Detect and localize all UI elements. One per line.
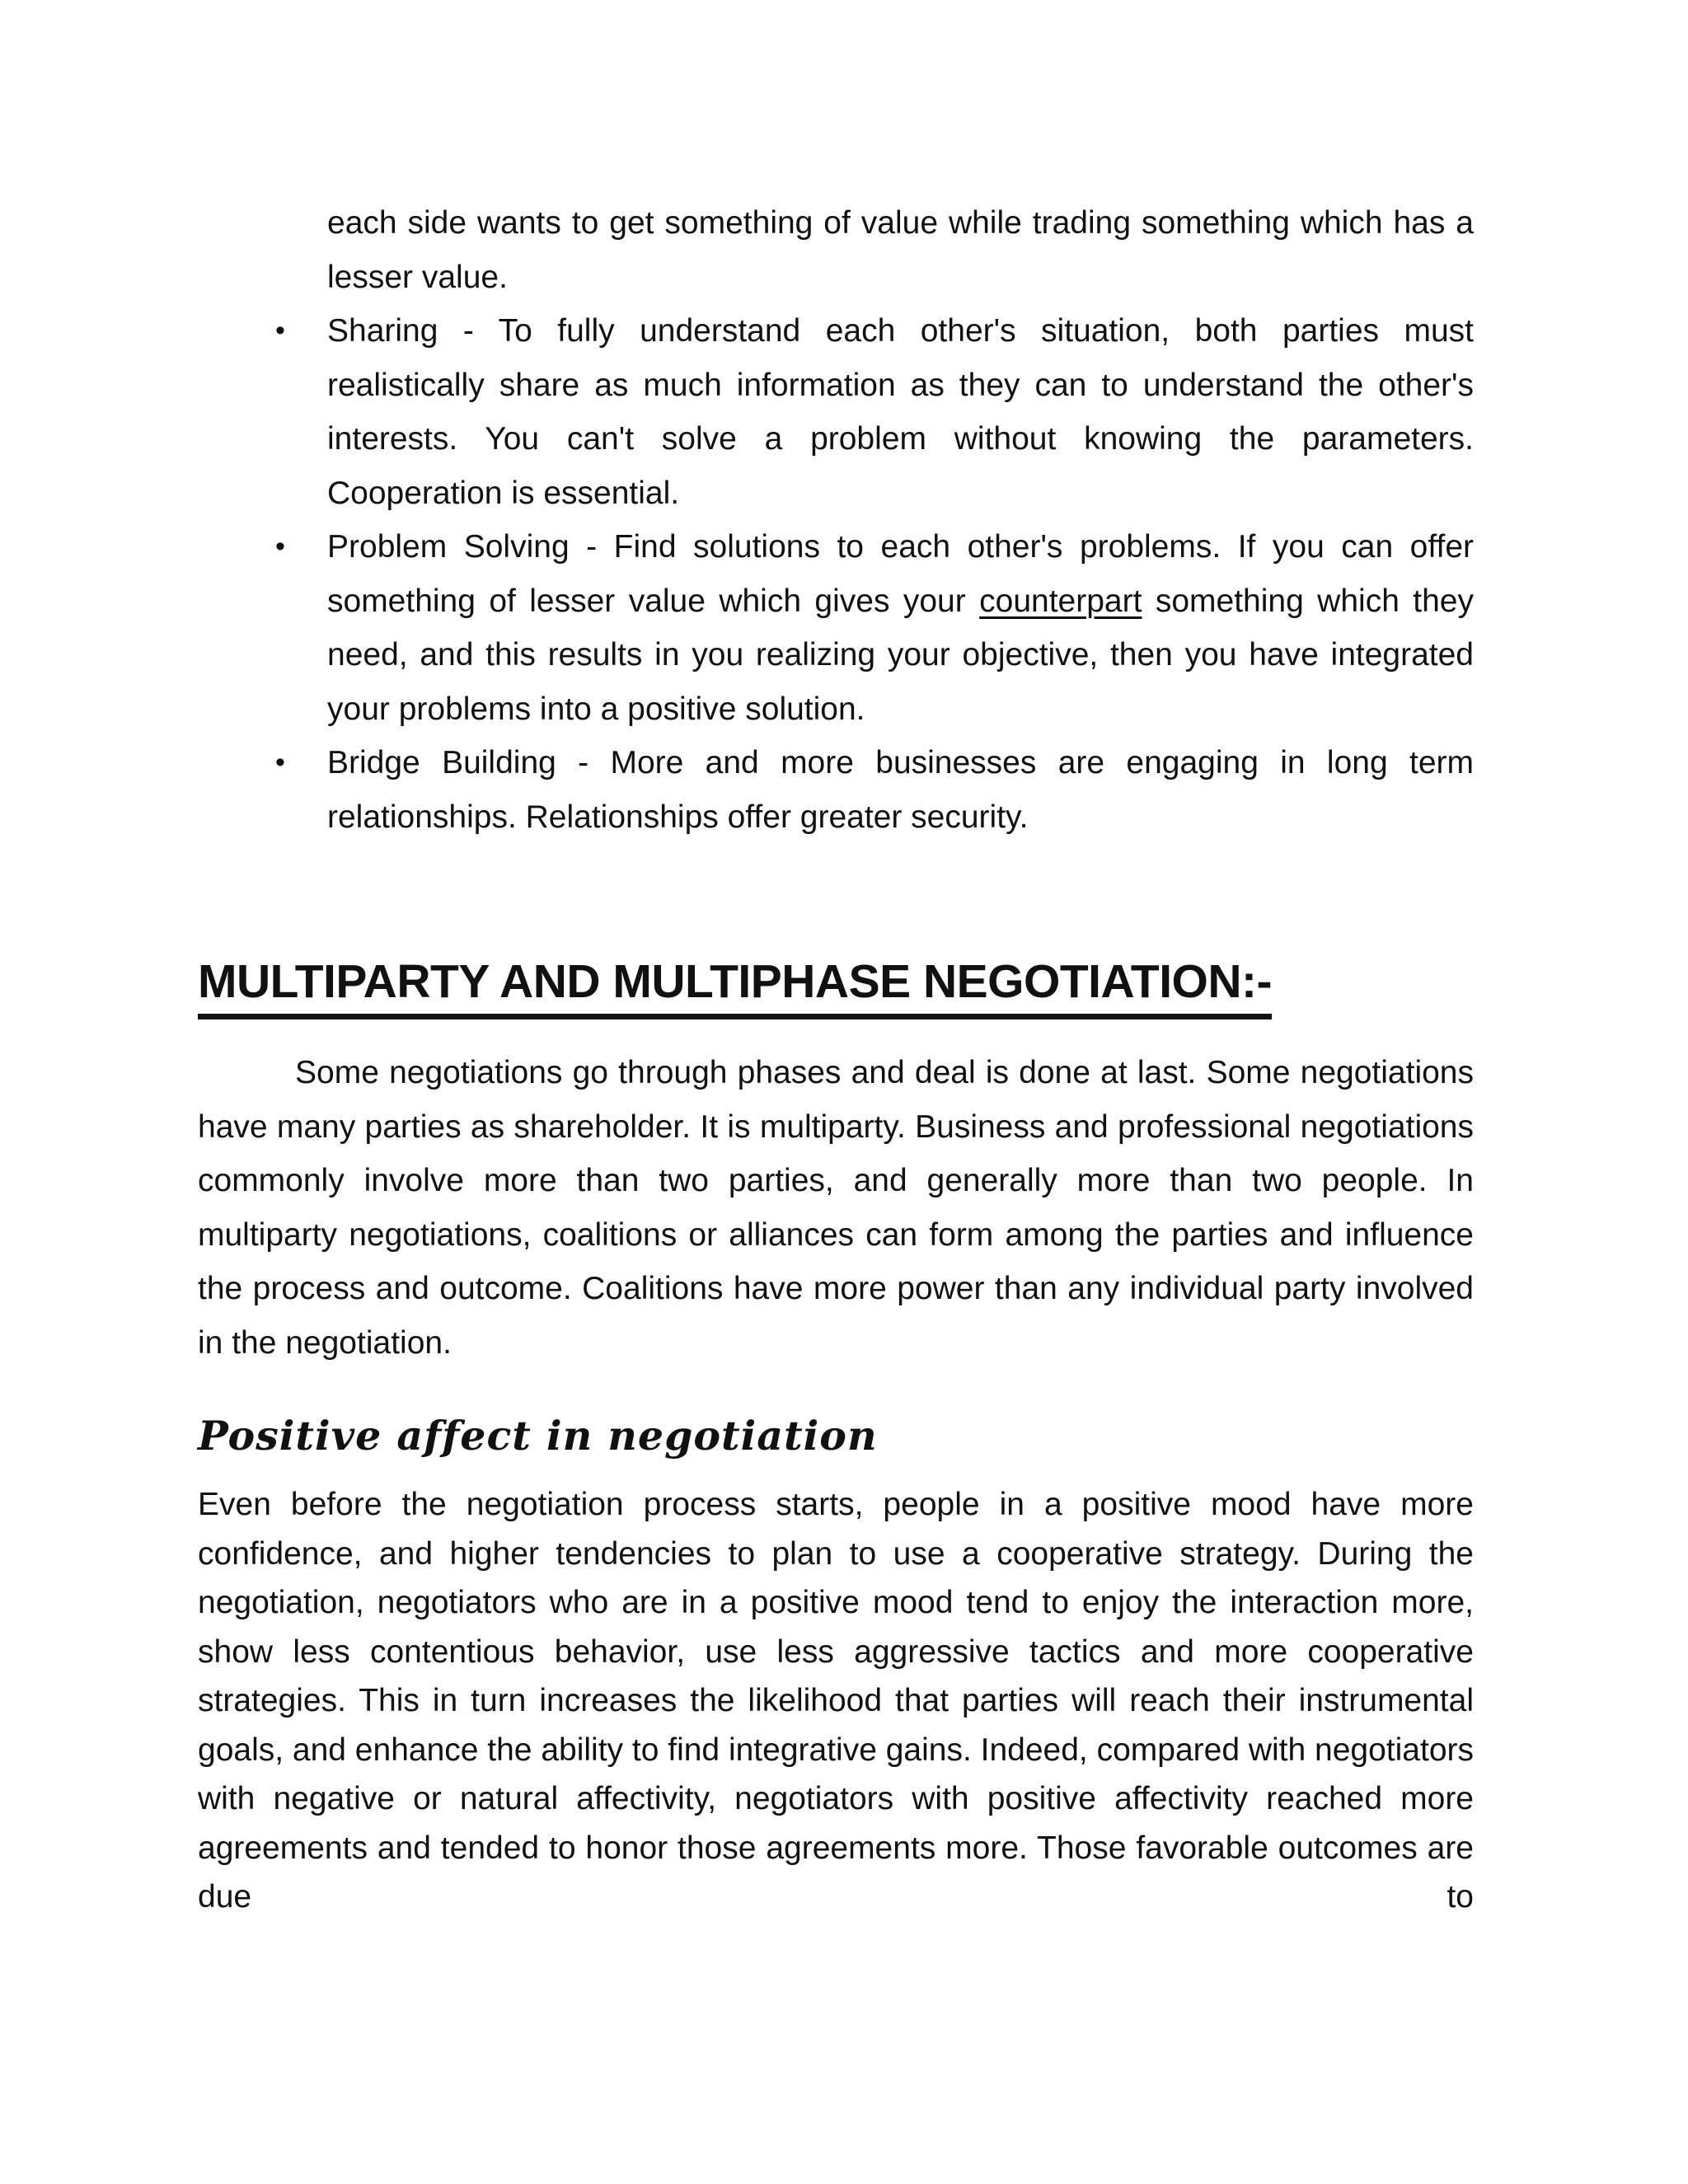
multiparty-paragraph: Some negotiations go through phases and deal is done at last. Some negotiations have many parties as shareholder. It is multiparty. Business and professional negotiations commonly involve more than two parties, and generally more than two people. In multiparty negotiations, coalitions or alliances can form among the parties and influence the process and outcome. Coalitions have more power than any individual party involved in the negotiation.	[198, 1055, 1474, 1361]
page-content	[198, 196, 1474, 1922]
bullet-dot-icon: •	[275, 747, 285, 778]
problem-solving-text-after: something which they need, and this results in you realizing your objective, then you have integrated your problems into a positive solution.	[327, 583, 1474, 727]
problem-solving-text-before: Problem Solving - Find solutions to each other's problems. If you can offer something of lesser value which gives your	[327, 529, 1474, 619]
bullet-continuation	[198, 196, 1474, 304]
bullet-item-problem-solving	[198, 520, 1474, 736]
section-title-wrapper	[198, 844, 1474, 1019]
bullet-text-sharing: Sharing - To fully understand each other's situation, both parties must realistically share as much information as they can to understand the other's interests. You can't solve a problem without knowing the parameters. Cooperation is essential.	[327, 313, 1474, 511]
bullet-list	[198, 196, 1474, 844]
bullet-dot-icon: •	[275, 531, 285, 562]
sub-heading: Positive affect in negotiation	[198, 1412, 878, 1460]
positive-affect-paragraph: Even before the negotiation process starts, people in a positive mood have more confidence, and higher tendencies to plan to use a cooperative strategy. During the negotiation, negotiators who are in a positive mood tend to enjoy the interaction more, show less contentious behavior, use less aggressive tactics and more cooperative strategies. This in turn increases the likelihood that parties will reach their instrumental goals, and enhance the ability to find integrative gains. Indeed, compared with negotiators with negative or natural affectivity, negotiators with positive affectivity reached more agreements and tended to honor those agreements more. Those favorable outcomes are due to	[198, 1487, 1475, 1915]
bullet-dot-icon: •	[275, 315, 285, 346]
bullet-text-bridge-building: Bridge Building - More and more businesses are engaging in long term relationships. Relationships offer greater security.	[327, 745, 1474, 835]
bullet-text-problem-solving	[327, 529, 1474, 727]
section-title: MULTIPARTY AND MULTIPHASE NEGOTIATION:-	[198, 949, 1272, 1019]
counterpart-link[interactable]: counterpart	[979, 583, 1142, 619]
bullet-item-sharing	[198, 304, 1474, 520]
bullet-item-bridge-building	[198, 736, 1474, 844]
bullet-continuation-text: each side wants to get something of value while trading something which has a lesser value.	[327, 205, 1474, 295]
